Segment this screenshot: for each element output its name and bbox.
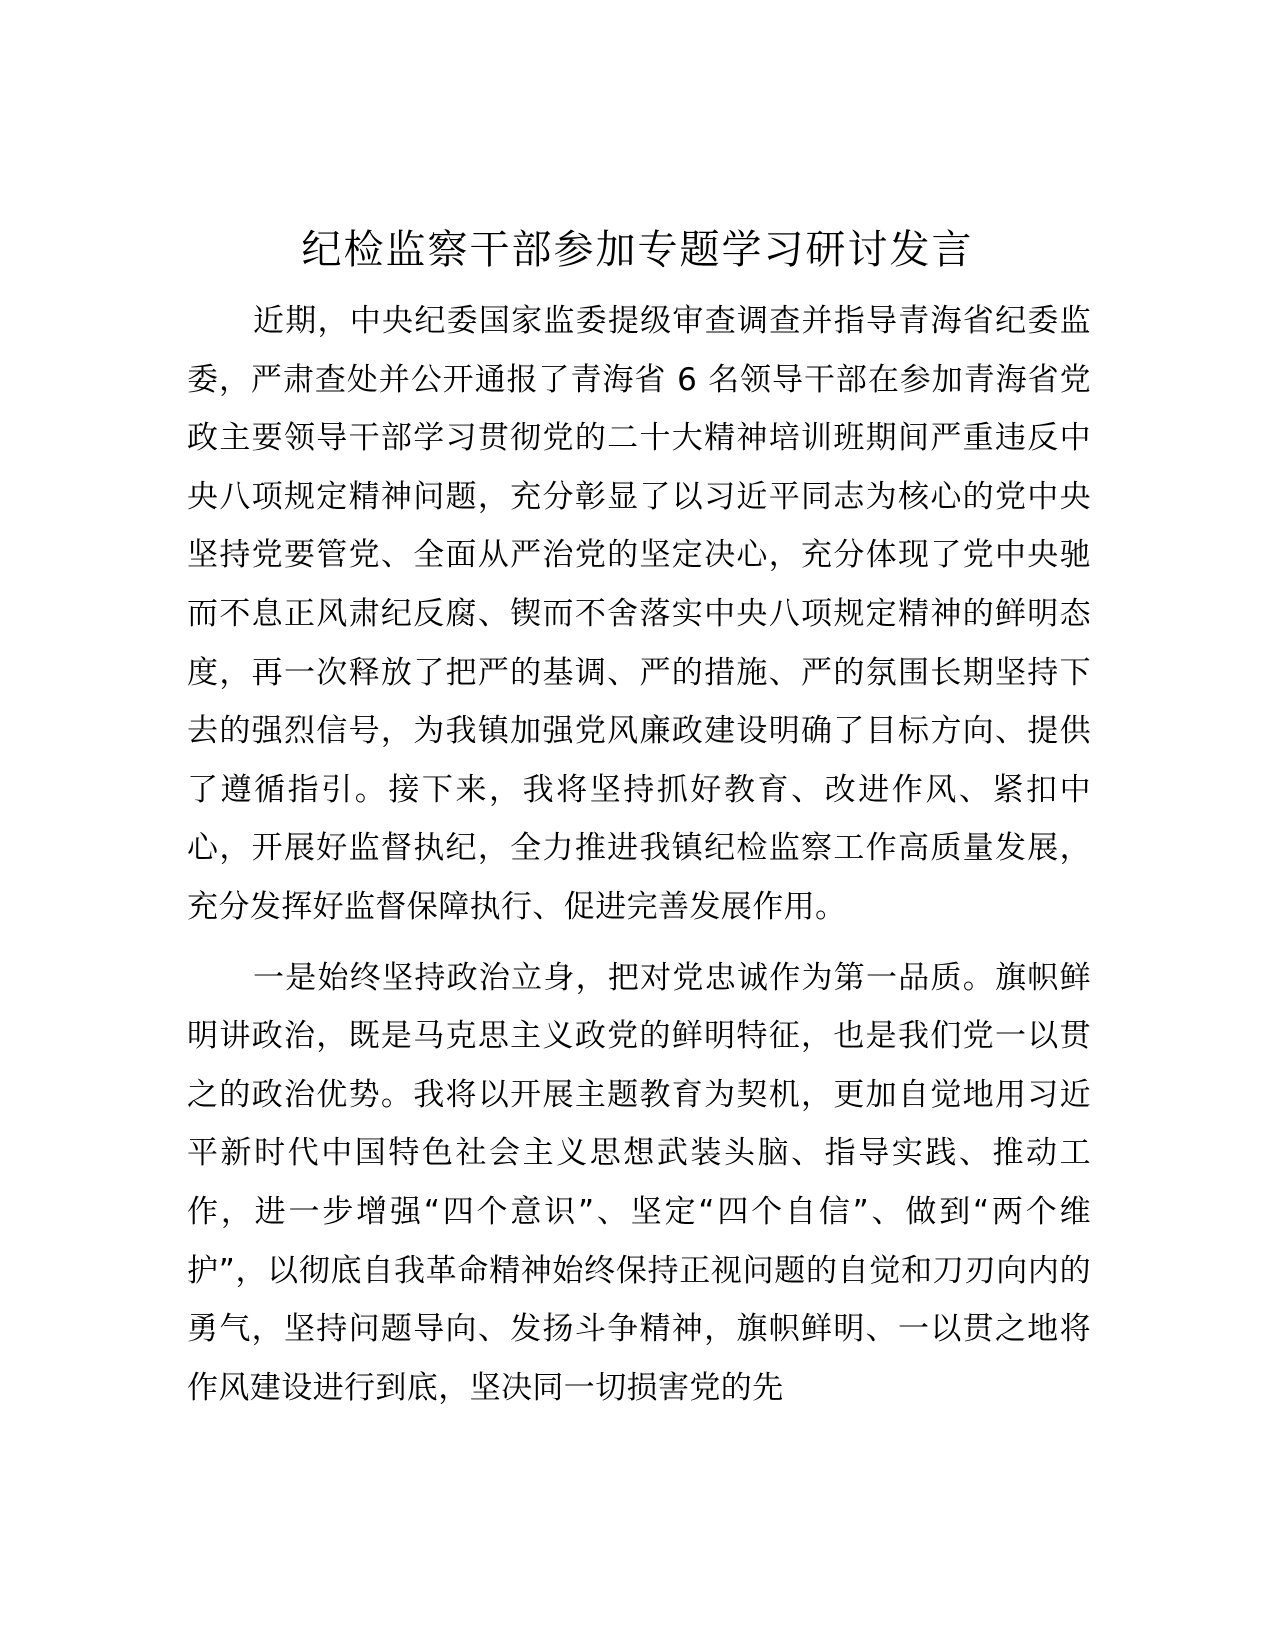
document-title: 纪检监察干部参加专题学习研讨发言 (301, 227, 974, 273)
document-body (187, 292, 1091, 1417)
paragraph-point-one: 一是始终坚持政治立身，把对党忠诚作为第一品质。旗帜鲜明讲政治，既是马克思主义政党的鲜明特征，也是我们党一以贯之的政治优势。我将以开展主题教育为契机，更加自觉地用习近平新时代中国特色社会主义思想武装头脑、指导实践、推动工作，进一步增强“四个意识”、坚定“四个自信”、做到“两个维护”，以彻底自我革命精神始终保持正视问题的自觉和刀刃向内的勇气，坚持问题导向、发扬斗争精神，旗帜鲜明、一以贯之地将作风建设进行到底，坚决同一切损害党的先 (187, 959, 1091, 1406)
paragraph-intro: 近期，中央纪委国家监委提级审查调查并指导青海省纪委监委，严肃查处并公开通报了青海省 6 名领导干部在参加青海省党政主要领导干部学习贯彻党的二十大精神培训班期间严重违反中央八项规定精神问题，充分彰显了以习近平同志为核心的党中央坚持党要管党、全面从严治党的坚定决心，充分体现了党中央驰而不息正风肃纪反腐、锲而不舍落实中央八项规定精神的鲜明态度，再一次释放了把严的基调、严的措施、严的氛围长期坚持下去的强烈信号，为我镇加强党风廉政建设明确了目标方向、提供了遵循指引。接下来，我将坚持抓好教育、改进作风、紧扣中心，开展好监督执纪，全力推进我镇纪检监察工作高质量发展，充分发挥好监督保障执行、促进完善发展作用。 (187, 303, 1091, 925)
